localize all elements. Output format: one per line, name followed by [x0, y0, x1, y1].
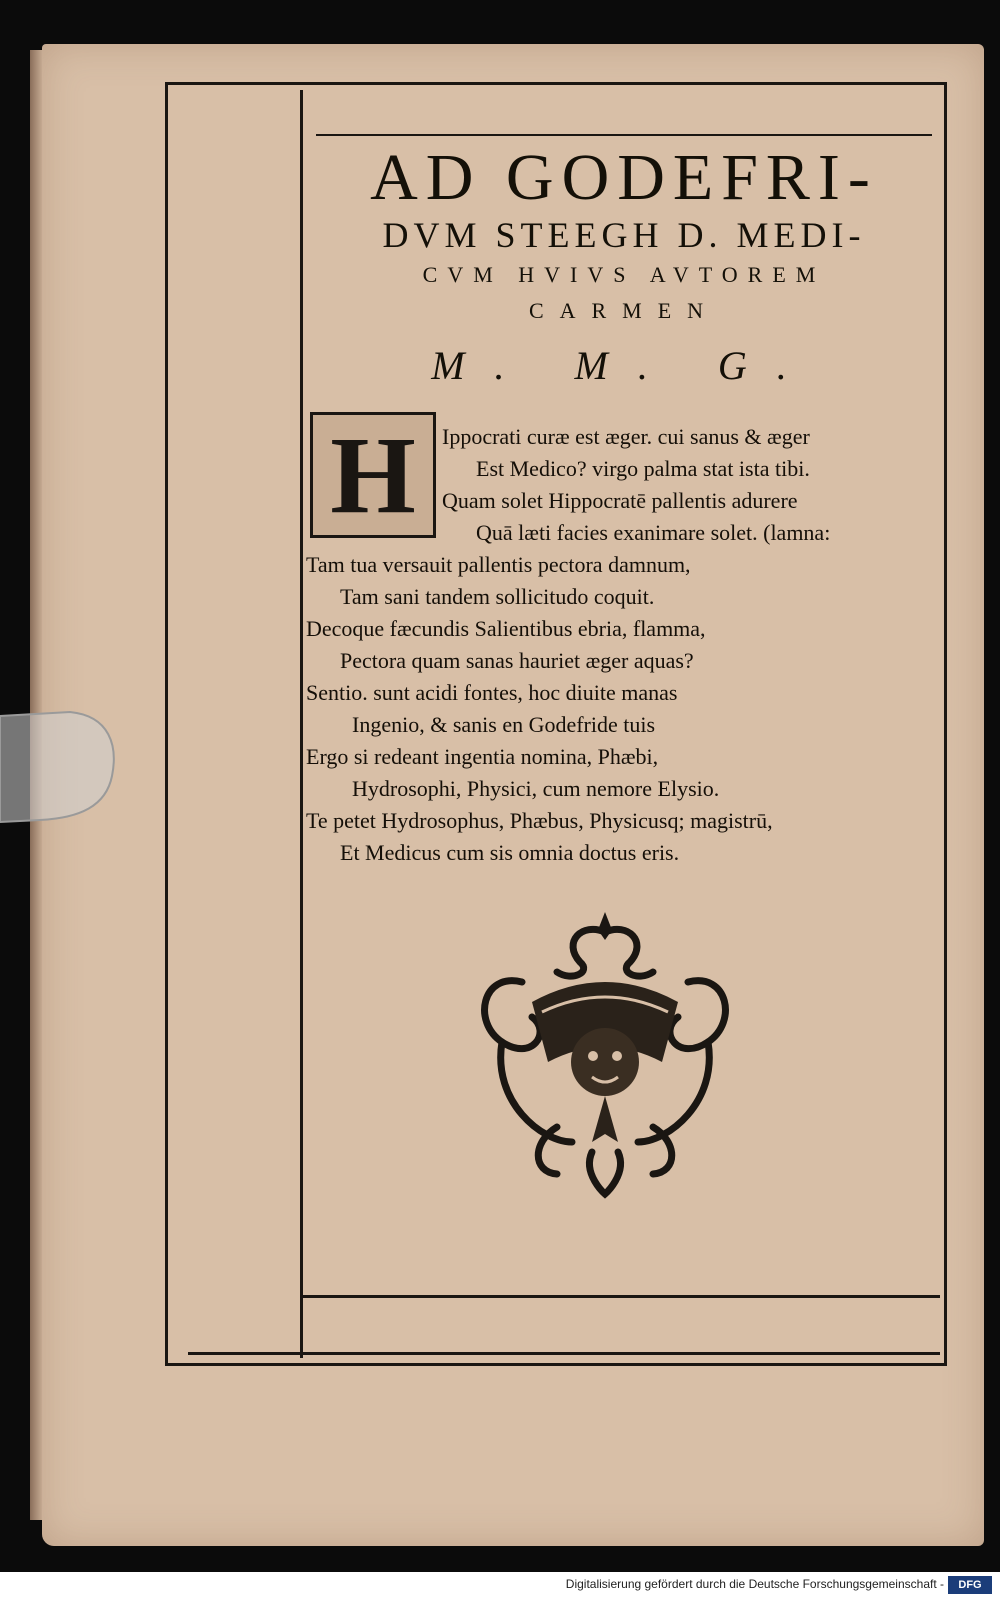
verse-line: Et Medicus cum sis omnia doctus eris. — [340, 840, 680, 865]
dfg-logo: DFG — [948, 1576, 992, 1594]
decorated-initial: H — [310, 412, 436, 538]
footer-bar — [0, 1572, 1000, 1598]
verse-line: Ergo si redeant ingentia nomina, Phæbi, — [306, 744, 659, 769]
page-clip — [0, 706, 120, 826]
verse-line: Ippocrati curæ est æger. cui sanus & æger — [442, 424, 810, 449]
inner-rule — [300, 90, 303, 1358]
verse-line: Decoque fæcundis Salientibus ebria, flamma, — [306, 616, 706, 641]
footer-credit: Digitalisierung gefördert durch die Deutsche Forschungsgemeinschaft - — [565, 1577, 944, 1591]
bottom-rule — [300, 1295, 940, 1298]
verse-line: Ingenio, & sanis en Godefride tuis — [352, 712, 656, 737]
verse-line: Te petet Hydrosophus, Phæbus, Physicusq; magistrū, — [306, 808, 773, 833]
verse-line: Est Medico? virgo palma stat ista tibi. — [476, 456, 810, 481]
verse-line: Tam tua versauit pallentis pectora damnum, — [306, 552, 691, 577]
title-line-1: AD GODEFRI- — [370, 141, 878, 214]
verse-line: Sentio. sunt acidi fontes, hoc diuite manas — [306, 680, 678, 705]
author-initials: M. M. G. — [431, 343, 817, 388]
printers-ornament — [462, 912, 748, 1200]
title-line-2: DVM STEEGH D. MEDI- — [382, 215, 866, 255]
bottom-frame-rule — [188, 1352, 940, 1355]
verse-line: Tam sani tandem sollicitudo coquit. — [340, 584, 655, 609]
verse-line: Pectora quam sanas hauriet æger aquas? — [340, 648, 694, 673]
title-line-3: CVM HVIVS AVTOREM — [422, 262, 826, 287]
verse-line: Quam solet Hippocratē pallentis adurere — [442, 488, 798, 513]
verse-line: Hydrosophi, Physici, cum nemore Elysio. — [352, 776, 720, 801]
top-rule — [316, 134, 932, 136]
verse-line: Quā læti facies exanimare solet. (lamna: — [476, 520, 831, 545]
title-line-4: CARMEN — [528, 298, 720, 323]
